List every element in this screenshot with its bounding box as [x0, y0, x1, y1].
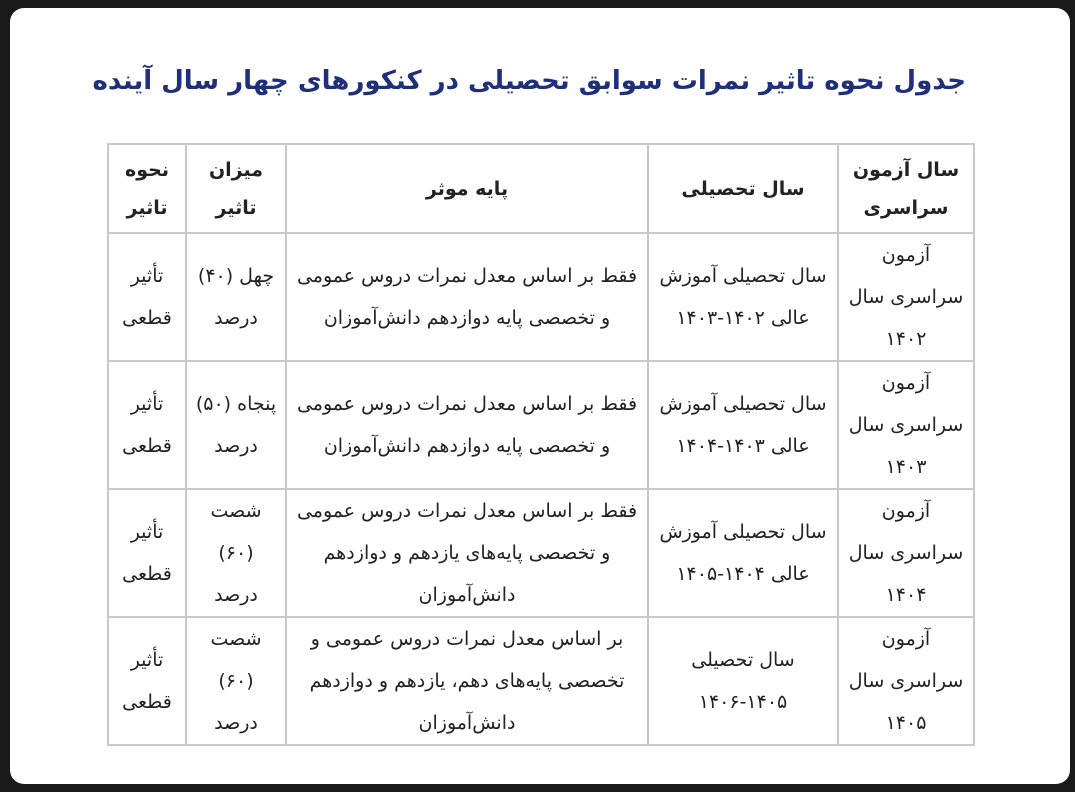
cell-amount: چهل (۴۰) درصد — [186, 233, 286, 361]
header-type: نحوه تاثیر — [108, 144, 186, 233]
cell-exam-year: آزمون سراسری سال ۱۴۰۴ — [838, 489, 974, 617]
cell-exam-year: آزمون سراسری سال ۱۴۰۲ — [838, 233, 974, 361]
table-row — [108, 361, 974, 489]
header-basis: پایه موثر — [286, 144, 648, 233]
page-title: جدول نحوه تاثیر نمرات سوابق تحصیلی در کنکورهای چهار سال آینده — [92, 66, 966, 96]
table-row — [108, 489, 974, 617]
cell-basis: بر اساس معدل نمرات دروس عمومی و تخصصی پایه‌های دهم، یازدهم و دوازدهم دانش‌آموزان — [286, 617, 648, 745]
exam-impact-table — [107, 143, 975, 746]
cell-academic-year: سال تحصیلی آموزش عالی ۱۴۰۲-۱۴۰۳ — [648, 233, 838, 361]
cell-amount: شصت (۶۰) درصد — [186, 617, 286, 745]
cell-type: تأثیر قطعی — [108, 617, 186, 745]
table-row — [108, 233, 974, 361]
cell-type: تأثیر قطعی — [108, 361, 186, 489]
cell-academic-year: سال تحصیلی ۱۴۰۵-۱۴۰۶ — [648, 617, 838, 745]
cell-exam-year: آزمون سراسری سال ۱۴۰۵ — [838, 617, 974, 745]
document-card — [10, 8, 1070, 784]
cell-basis: فقط بر اساس معدل نمرات دروس عمومی و تخصصی پایه‌های یازدهم و دوازدهم دانش‌آموزان — [286, 489, 648, 617]
table-header-row — [108, 144, 974, 233]
cell-basis: فقط بر اساس معدل نمرات دروس عمومی و تخصصی پایه دوازدهم دانش‌آموزان — [286, 233, 648, 361]
cell-type: تأثیر قطعی — [108, 489, 186, 617]
cell-amount: شصت (۶۰) درصد — [186, 489, 286, 617]
cell-basis: فقط بر اساس معدل نمرات دروس عمومی و تخصصی پایه دوازدهم دانش‌آموزان — [286, 361, 648, 489]
cell-exam-year: آزمون سراسری سال ۱۴۰۳ — [838, 361, 974, 489]
cell-academic-year: سال تحصیلی آموزش عالی ۱۴۰۳-۱۴۰۴ — [648, 361, 838, 489]
table-row — [108, 617, 974, 745]
header-amount: میزان تاثیر — [186, 144, 286, 233]
cell-amount: پنجاه (۵۰) درصد — [186, 361, 286, 489]
header-academic-year: سال تحصیلی — [648, 144, 838, 233]
cell-type: تأثیر قطعی — [108, 233, 186, 361]
header-exam-year: سال آزمون سراسری — [838, 144, 974, 233]
cell-academic-year: سال تحصیلی آموزش عالی ۱۴۰۴-۱۴۰۵ — [648, 489, 838, 617]
